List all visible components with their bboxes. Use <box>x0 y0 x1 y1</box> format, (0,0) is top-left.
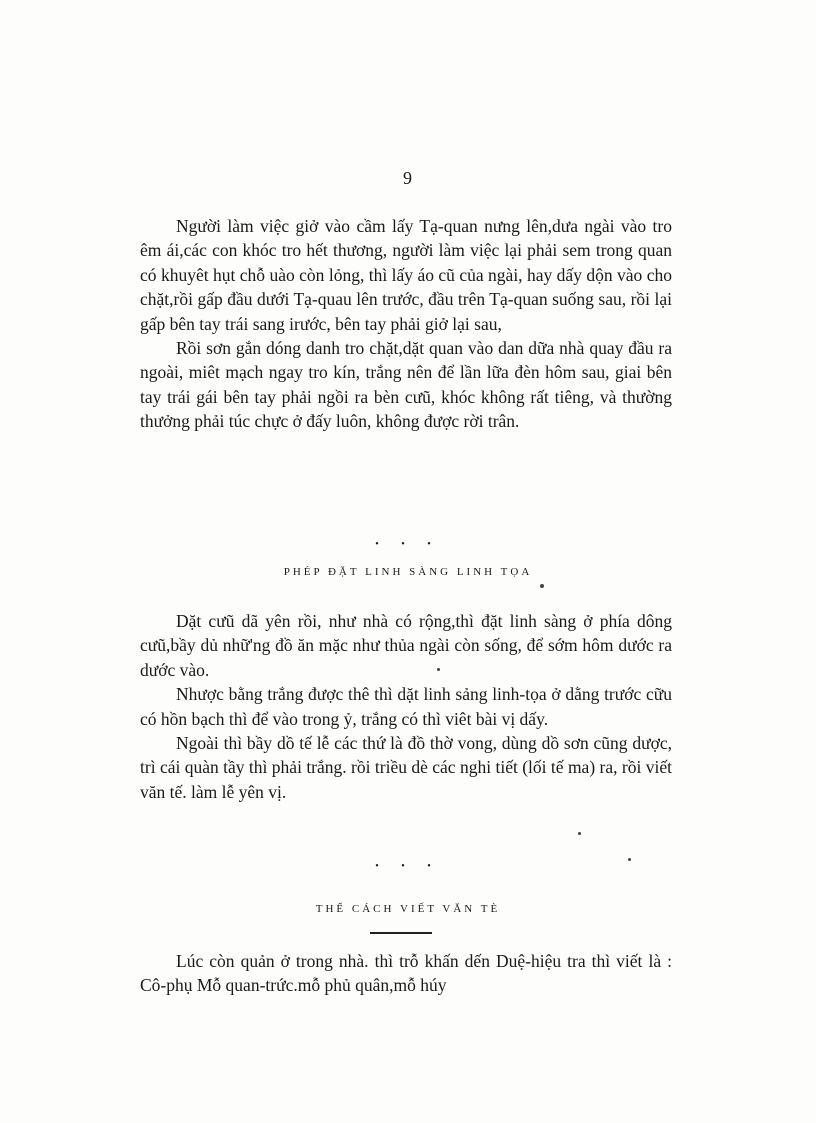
paragraph: Dặt cưũ dã yên rồi, như nhà có rộng,thì đặt linh sàng ở phía dông cưũ,bầy dủ nhữ'ng đồ ăn mặc như thủa ngài còn sống, để sớm hôm dước ra dước vào. <box>140 611 672 680</box>
section-heading: THỂ CÁCH VIẾT VĂN TÈ <box>315 903 501 915</box>
paragraph: Rồi sơn gắn dóng danh tro chặt,dặt quan vào dan dữa nhà quay đầu ra ngoài, miêt mạch ngay tro kín, trắng nên để lần lữa đèn hôm sau, giai bên tay trái gái bên tay phải ngồi ra bèn cưũ, khóc không rất tiêng, và thường thưởng phải túc chực ở đấy luôn, không được rời trân. <box>140 338 672 432</box>
print-speck <box>540 584 544 588</box>
section-funeral-coffin <box>140 214 672 434</box>
page-number: 9 <box>403 168 413 188</box>
print-speck <box>578 832 581 835</box>
print-speck <box>437 668 440 671</box>
paragraph: Lúc còn quản ở trong nhà. thì trỗ khấn dến Duệ-hiệu tra thì viết là : Cô-phụ Mỗ quan-trức.mỗ phủ quân,mỗ húy <box>140 951 672 996</box>
section-ornament: • • • <box>375 539 441 550</box>
heading-divider <box>370 932 432 934</box>
paragraph: Nhược bằng trắng được thê thì dặt linh sảng linh-tọa ở dằng trước cữu có hồn bạch thì để vào trong ỷ, trắng có thì viêt bài vị dấy. <box>140 684 672 729</box>
paragraph: Người làm việc giở vào cầm lấy Tạ-quan nưng lên,dưa ngài vào tro êm ái,các con khóc tro hết thương, người làm việc lại phải sem trong quan có khuyêt hụt chỗ uào còn lỏng, thì lấy áo cũ của ngài, hay dấy dộn vào cho chặt,rồi gấp đầu dưới Tạ-quau lên trước, đầu trên Tạ-quan suống sau, rồi lại gấp bên tay trái sang irước, bên tay phải giở lại sau, <box>140 216 672 334</box>
paragraph: Ngoài thì bầy dồ tế lễ các thứ là đồ thờ vong, dùng dồ sơn cũng dược, trì cái quàn tầy thì phải trắng. rồi triều dè các nghi tiết (lối tế ma) ra, rồi viết văn tế. làm lễ yên vị. <box>140 733 672 802</box>
section-altar-setup <box>140 609 672 804</box>
section-eulogy-writing <box>140 949 672 998</box>
print-speck <box>628 858 631 861</box>
section-heading: PHÉP ĐẶT LINH SÀNG LINH TỌA <box>283 566 533 578</box>
section-ornament: • • • <box>375 861 441 872</box>
